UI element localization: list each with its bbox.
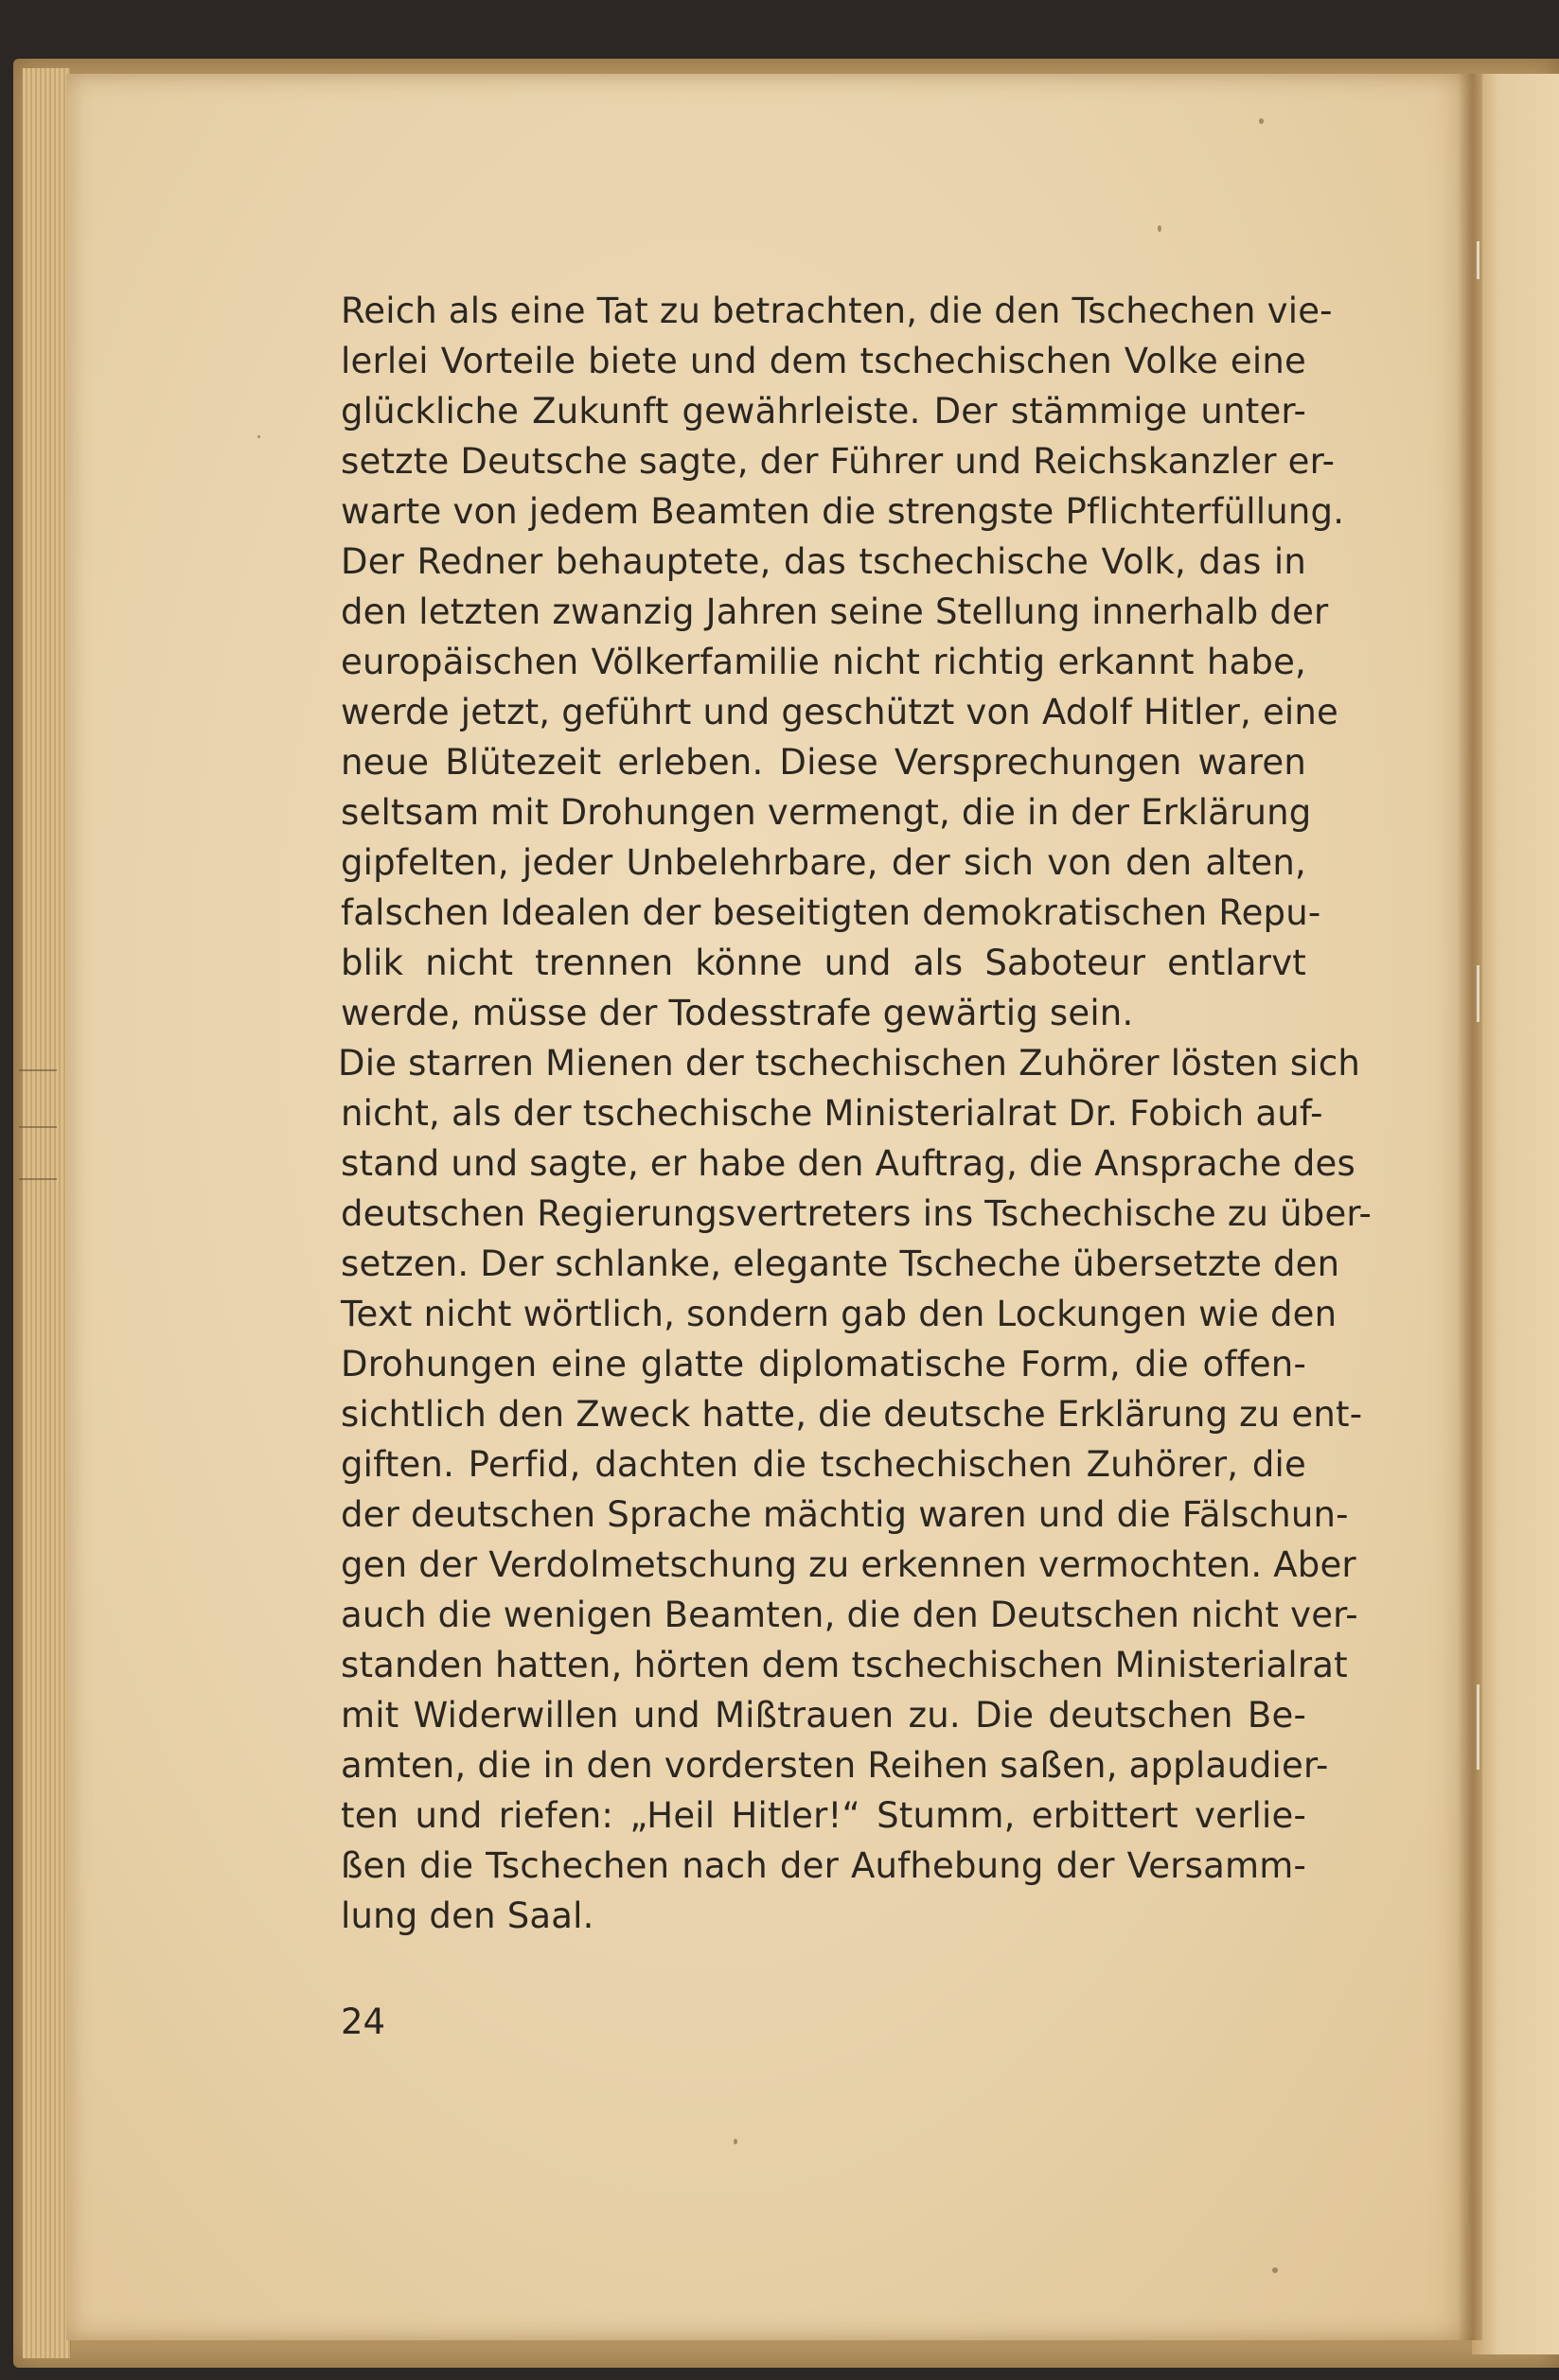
paper-speck [1259, 118, 1264, 124]
binding-thread [1477, 965, 1479, 1022]
text-line: glückliche Zukunft gewährleiste. Der stämmige unter- [341, 391, 1306, 432]
paper-speck [734, 2139, 737, 2144]
text-line: warte von jedem Beamten die strengste Pflichterfüllung. [341, 491, 1345, 532]
text-line: Drohungen eine glatte diplomatische Form, die offen- [341, 1344, 1306, 1384]
text-line: seltsam mit Drohungen vermengt, die in der Erklärung [341, 792, 1312, 833]
binding-thread [1477, 241, 1479, 279]
text-line: amten, die in den vordersten Reihen saßen, applaudier- [341, 1745, 1329, 1786]
paragraph-1 [341, 286, 1345, 1038]
text-line: deutschen Regierungsvertreters ins Tschechische zu über- [341, 1193, 1373, 1234]
margin-mark [19, 1069, 57, 1071]
text-line: sichtlich den Zweck hatte, die deutsche Erklärung zu ent- [341, 1394, 1363, 1435]
text-line: standen hatten, hörten dem tschechischen Ministerialrat [341, 1645, 1348, 1685]
binding-thread [1477, 1684, 1479, 1770]
text-line: werde, müsse der Todesstrafe gewärtig sein. [341, 993, 1134, 1033]
text-line: der deutschen Sprache mächtig waren und die Fälschun- [341, 1494, 1349, 1535]
text-line: gen der Verdolmetschung zu erkennen vermochten. Aber [341, 1544, 1356, 1585]
paper-speck [257, 435, 260, 438]
margin-mark [19, 1126, 57, 1128]
paper-speck [1272, 2267, 1278, 2273]
text-line: giften. Perfid, dachten die tschechischen Zuhörer, die [341, 1444, 1306, 1485]
paper-speck [1158, 225, 1161, 232]
text-line: nicht, als der tschechische Ministerialrat Dr. Fobich auf- [341, 1093, 1323, 1134]
paragraph-2 [338, 1038, 1373, 1941]
facing-page-edge [1472, 74, 1559, 2354]
text-line: mit Widerwillen und Mißtrauen zu. Die deutschen Be- [341, 1695, 1306, 1736]
text-line: lung den Saal. [341, 1895, 594, 1936]
text-line: setzen. Der schlanke, elegante Tscheche übersetzte den [341, 1243, 1340, 1284]
text-line: auch die wenigen Beamten, die den Deutschen nicht ver- [341, 1595, 1358, 1635]
text-line: ßen die Tschechen nach der Aufhebung der Versamm- [341, 1845, 1306, 1886]
text-line: Reich als eine Tat zu betrachten, die den Tschechen vie- [341, 291, 1333, 331]
text-line: europäischen Völkerfamilie nicht richtig erkannt habe, [341, 642, 1306, 682]
page-gutter [1458, 74, 1482, 2340]
text-line: ten und riefen: „Heil Hitler!“ Stumm, erbittert verlie- [341, 1795, 1306, 1836]
text-line: Text nicht wörtlich, sondern gab den Lockungen wie den [341, 1294, 1338, 1334]
text-line: lerlei Vorteile biete und dem tschechischen Volke eine [341, 341, 1306, 381]
page-number: 24 [341, 2001, 386, 2042]
text-line: setzte Deutsche sagte, der Führer und Reichskanzler er- [341, 441, 1336, 482]
text-line: Der Redner behauptete, das tschechische Volk, das in [341, 541, 1306, 582]
text-line: werde jetzt, geführt und geschützt von Adolf Hitler, eine [341, 692, 1339, 732]
text-line: blik nicht trennen könne und als Saboteur entlarvt [341, 943, 1306, 983]
text-line: gipfelten, jeder Unbelehrbare, der sich von den alten, [341, 842, 1306, 883]
text-line: falschen Idealen der beseitigten demokratischen Repu- [341, 892, 1321, 933]
body-text [338, 286, 1373, 1941]
text-line: Die starren Mienen der tschechischen Zuhörer lösten sich [338, 1043, 1361, 1084]
text-line: den letzten zwanzig Jahren seine Stellung innerhalb der [341, 591, 1329, 632]
page-edges [23, 68, 71, 2358]
text-line: stand und sagte, er habe den Auftrag, die Ansprache des [341, 1143, 1355, 1184]
text-line: neue Blütezeit erleben. Diese Versprechungen waren [341, 742, 1306, 783]
margin-mark [19, 1178, 57, 1180]
